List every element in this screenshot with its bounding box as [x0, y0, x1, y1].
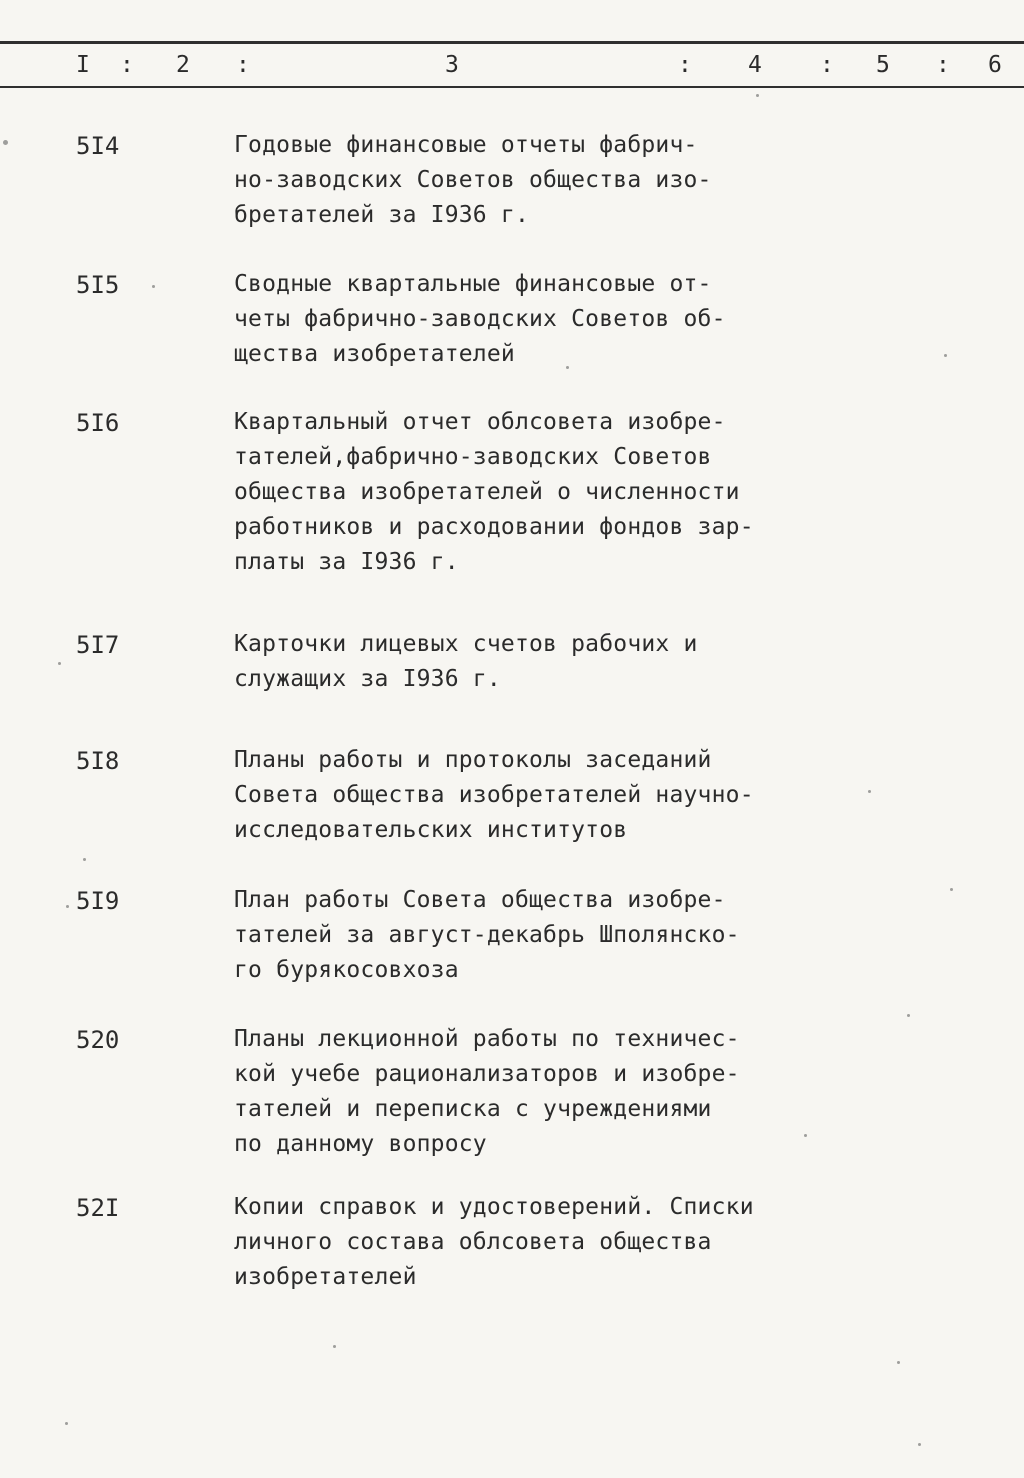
entry-title-line: исследовательских институтов [234, 817, 628, 843]
entry-title-line: Планы работы и протоколы заседаний [234, 747, 712, 773]
entry-title-line: личного состава облсовета общества [234, 1229, 712, 1255]
entry-title-line: служащих за I936 г. [234, 666, 501, 692]
scan-speck [950, 888, 953, 891]
column-header-4: 4 [748, 52, 762, 78]
column-header-3: 3 [445, 52, 459, 78]
column-header-1: I [76, 52, 90, 78]
column-header-5: 5 [876, 52, 890, 78]
scan-speck [918, 1443, 921, 1446]
scan-speck [944, 354, 947, 357]
entry-number: 5I4 [76, 132, 120, 160]
entry-title-line: бретателей за I936 г. [234, 202, 529, 228]
column-header-row [0, 44, 1024, 86]
entry-title-line: изобретателей [234, 1264, 417, 1290]
entry-number: 5I6 [76, 409, 120, 437]
entry-title-line: Копии справок и удостоверений. Списки [234, 1194, 754, 1220]
scan-speck [83, 858, 86, 861]
entry-title [234, 883, 794, 988]
entry-number: 52I [76, 1194, 120, 1222]
entry-number: 5I7 [76, 631, 120, 659]
entry-title-line: Годовые финансовые отчеты фабрич- [234, 132, 698, 158]
entry-title-line: го бурякосовхоза [234, 957, 459, 983]
entry-title-line: Квартальный отчет облсовета изобре- [234, 409, 726, 435]
entry-title-line: четы фабрично-заводских Советов об- [234, 306, 726, 332]
scan-speck [897, 1361, 900, 1364]
scan-speck [152, 285, 155, 288]
entry-title-line: по данному вопросу [234, 1131, 487, 1157]
entry-title [234, 1022, 794, 1162]
scan-speck [333, 1345, 336, 1348]
scan-speck [756, 94, 759, 97]
scan-speck [566, 366, 569, 369]
entry-number: 5I5 [76, 271, 120, 299]
scan-speck [3, 140, 8, 145]
entry-title-line: общества изобретателей о численности [234, 479, 740, 505]
scan-speck [65, 1422, 68, 1425]
entry-title-line: работников и расходовании фондов зар- [234, 514, 754, 540]
entry-title-line: тателей,фабрично-заводских Советов [234, 444, 712, 470]
entry-title [234, 405, 794, 580]
entry-number: 5I9 [76, 887, 120, 915]
entry-title-line: тателей за август-декабрь Шполянско- [234, 922, 740, 948]
column-separator: : [820, 52, 834, 78]
entry-title [234, 1190, 794, 1295]
entry-title [234, 627, 794, 697]
entry-title-line: План работы Совета общества изобре- [234, 887, 726, 913]
entry-title-line: Карточки лицевых счетов рабочих и [234, 631, 698, 657]
entry-title [234, 267, 794, 372]
entry-title-line: кой учебе рационализаторов и изобре- [234, 1061, 740, 1087]
column-header-2: 2 [176, 52, 190, 78]
entry-title [234, 743, 794, 848]
entry-title-line: щества изобретателей [234, 341, 515, 367]
entry-number: 5I8 [76, 747, 120, 775]
scan-speck [868, 790, 871, 793]
entry-title-line: тателей и переписка с учреждениями [234, 1096, 712, 1122]
entry-title-line: Сводные квартальные финансовые от- [234, 271, 712, 297]
entry-number: 520 [76, 1026, 120, 1054]
entry-title-line: Совета общества изобретателей научно- [234, 782, 754, 808]
column-separator: : [120, 52, 134, 78]
scan-speck [66, 905, 69, 908]
entry-title [234, 128, 794, 233]
column-separator: : [936, 52, 950, 78]
header-bottom-rule [0, 86, 1024, 88]
scan-speck [58, 662, 61, 665]
column-separator: : [678, 52, 692, 78]
column-separator: : [236, 52, 250, 78]
column-header-6: 6 [988, 52, 1002, 78]
entry-title-line: Планы лекционной работы по техничес- [234, 1026, 740, 1052]
scan-speck [907, 1014, 910, 1017]
scan-speck [804, 1134, 807, 1137]
entry-title-line: платы за I936 г. [234, 549, 459, 575]
entry-title-line: но-заводских Советов общества изо- [234, 167, 712, 193]
